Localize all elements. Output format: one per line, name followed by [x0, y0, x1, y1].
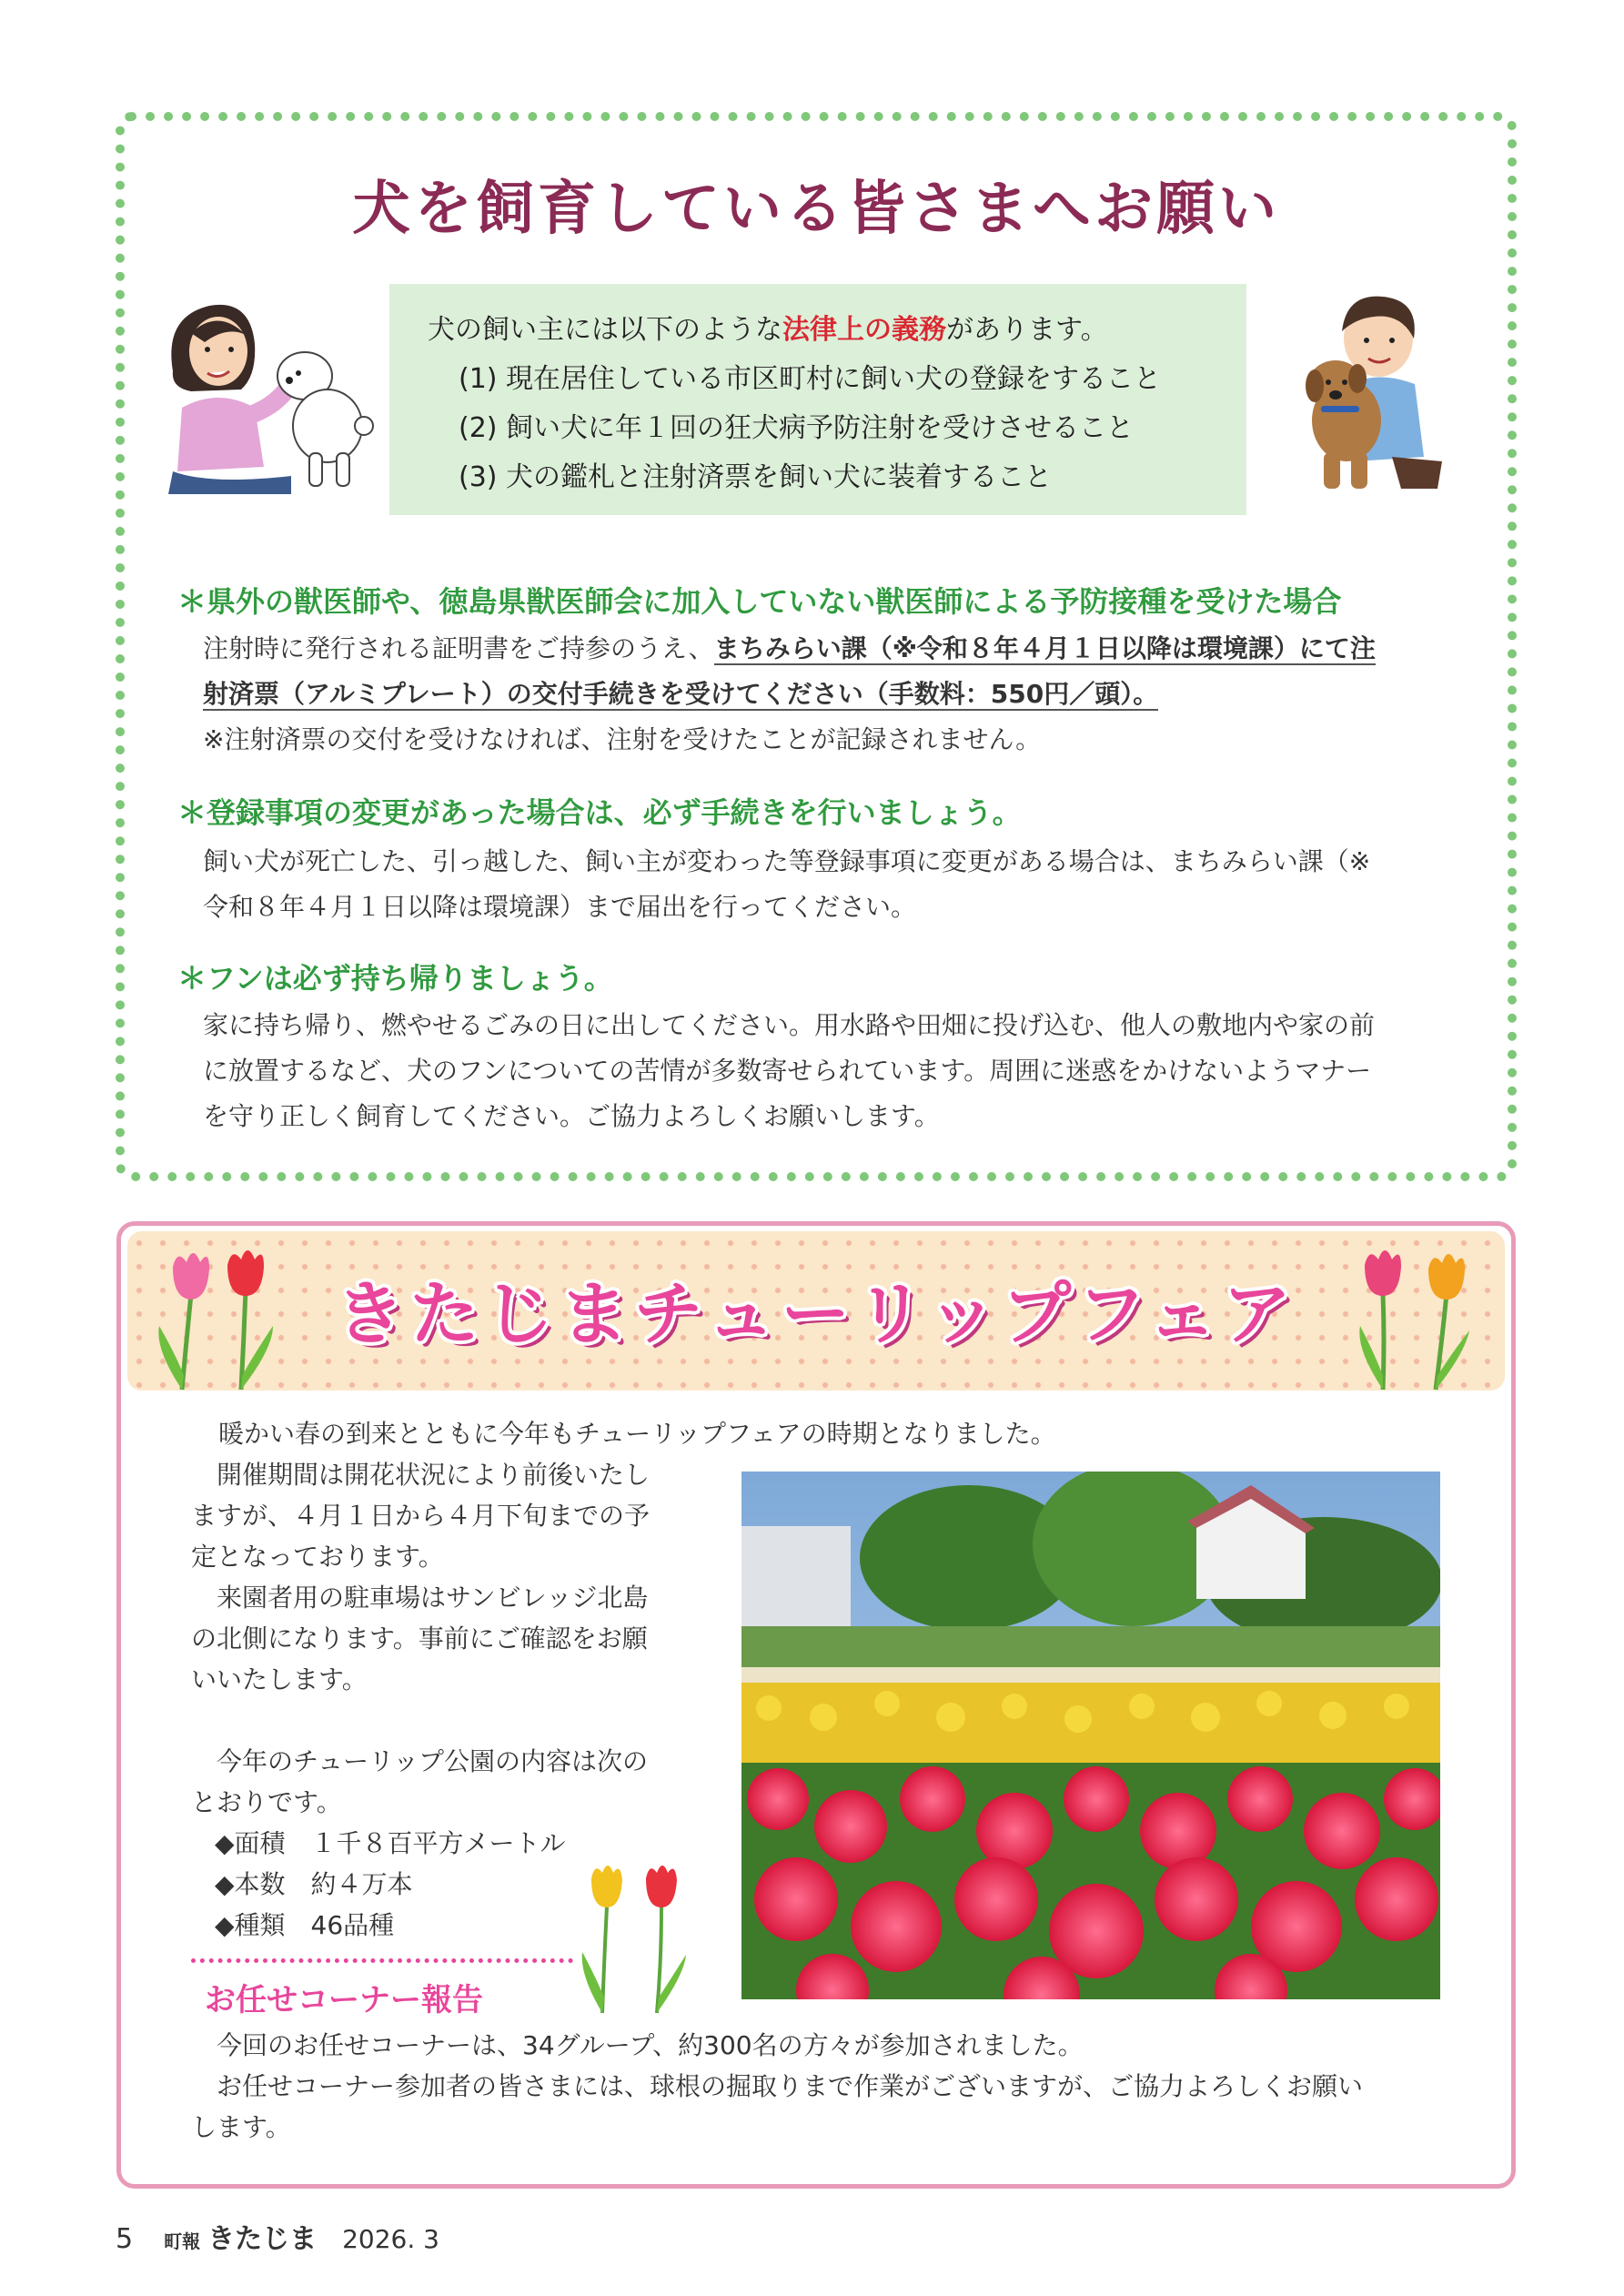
legal-duty-box: [389, 284, 1246, 515]
duty-item: (1) 現在居住している市区町村に飼い犬の登録をすること: [459, 363, 1162, 395]
note-body-line: 令和８年４月１日以降は環境課）まで届出を行ってください。: [203, 892, 917, 922]
note-heading-dog-waste: ＊フンは必ず持ち帰りましょう。: [177, 961, 613, 996]
dog-notice-title: 犬を飼育している皆さまへお願い: [352, 176, 1280, 243]
fair-detail-line: いいたします。: [191, 1664, 368, 1694]
note-body-line: 注射時に発行される証明書をご持参のうえ、まちみらい課（※令和８年４月１日以降は環境課）にて注: [203, 633, 1376, 663]
small-tulip-icon: [566, 1856, 702, 2016]
duty-intro: 犬の飼い主には以下のような法律上の義務があります。: [428, 314, 1108, 346]
note-heading-outside-vet: ＊県外の獣医師や、徳島県獣医師会に加入していない獣医師による予防接種を受けた場合: [177, 584, 1342, 619]
note-body-line: 家に持ち帰り、燃やせるごみの日に出してください。用水路や田畑に投げ込む、他人の敷地内や家の前: [203, 1010, 1376, 1040]
note-caution-line: ※注射済票の交付を受けなければ、注射を受けたことが記録されません。: [203, 724, 1042, 754]
tulip-fair-title: きたじまチューリップフェア: [335, 1273, 1297, 1354]
legal-duty-highlight: 法律上の義務: [782, 314, 946, 346]
boy-with-dog-illustration: [1301, 284, 1447, 502]
fair-detail-line: 定となっております。: [191, 1542, 444, 1572]
omakase-report-line: お任せコーナー参加者の皆さまには、球根の掘取りまで作業がございますが、ご協力よろしくお願い: [191, 2071, 1364, 2101]
omakase-report-line: します。: [191, 2112, 291, 2142]
note-body-line: を守り正しく飼育してください。ご協力よろしくお願いします。: [203, 1101, 940, 1131]
duty-item: (3) 犬の鑑札と注射済票を飼い犬に装着すること: [459, 461, 1053, 493]
omakase-divider: [191, 1958, 573, 1963]
fair-intro: 暖かい春の到来とともに今年もチューリップフェアの時期となりました。: [218, 1419, 1056, 1449]
page-number: 5: [116, 2223, 134, 2255]
note-body-line: 射済票（アルミプレート）の交付手続きを受けてください（手数料：550円／頭）。: [203, 679, 1159, 709]
fair-detail-line: 開催期間は開花状況により前後いたし: [191, 1460, 651, 1490]
spec-area: ◆面積 １千８百平方メートル: [215, 1828, 566, 1858]
fair-detail-line: 来園者用の駐車場はサンビレッジ北島: [191, 1583, 649, 1613]
note-body-line: 飼い犬が死亡した、引っ越した、飼い主が変わった等登録事項に変更がある場合は、まちみらい課（※: [203, 846, 1371, 876]
publication-name: きたじま: [207, 2223, 318, 2255]
spec-count: ◆本数 約４万本: [215, 1869, 413, 1899]
fair-detail-line: 今年のチューリップ公園の内容は次の: [191, 1746, 649, 1776]
woman-with-dog-illustration: [155, 289, 378, 499]
note-heading-registration-change: ＊登録事項の変更があった場合は、必ず手続きを行いましょう。: [177, 795, 1022, 830]
omakase-report-line: 今回のお任せコーナーは、34グループ、約300名の方々が参加されました。: [191, 2030, 1084, 2060]
spec-varieties: ◆種類 46品種: [215, 1910, 395, 1940]
fair-detail-line: の北側になります。事前にご確認をお願: [191, 1623, 648, 1654]
fair-detail-line: ますが、４月１日から４月下旬までの予: [191, 1501, 651, 1531]
publication-prefix: 町報: [164, 2230, 201, 2252]
issue-date: 2026. 3: [342, 2224, 439, 2254]
fair-detail-line: とおりです。: [191, 1787, 342, 1817]
tulip-field-photo: [741, 1472, 1440, 1999]
fair-detail-spacer: [191, 1700, 701, 1741]
page-footer: [116, 2216, 439, 2256]
note-body-line: に放置するなど、犬のフンについての苦情が多数寄せられています。周囲に迷惑をかけないようマナー: [203, 1056, 1372, 1086]
omakase-heading: お任せコーナー報告: [205, 1982, 483, 2018]
duty-item: (2) 飼い犬に年１回の狂犬病予防注射を受けさせること: [459, 412, 1135, 444]
